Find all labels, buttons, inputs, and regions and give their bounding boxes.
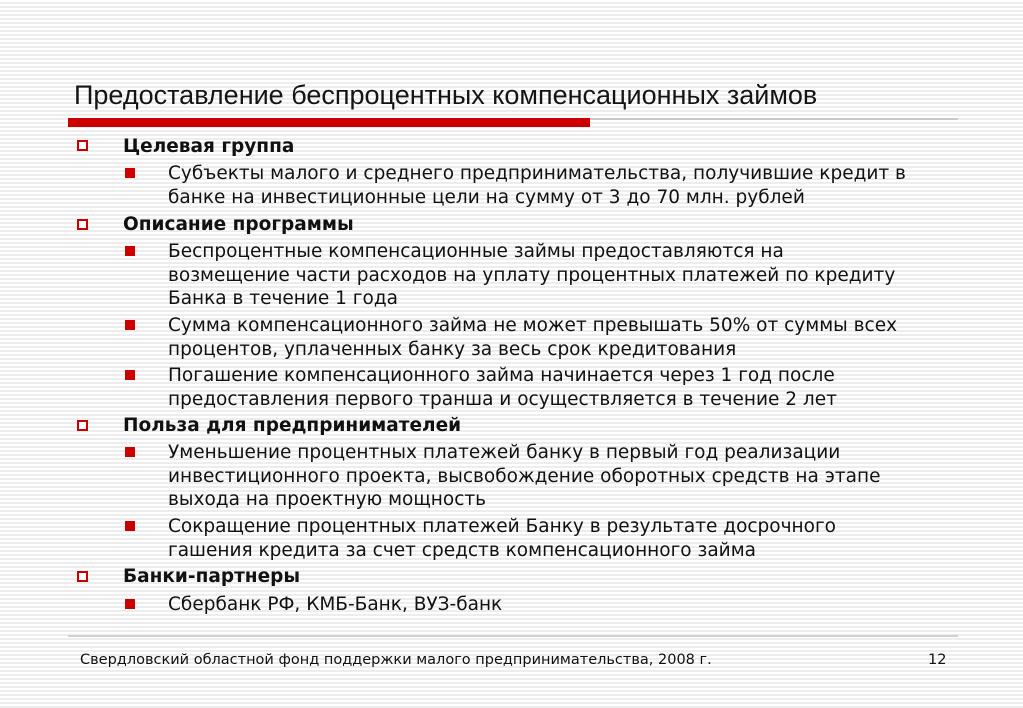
bullet-line: гашения кредита за счет средств компенсационного займа [168, 539, 756, 561]
filled-square-bullet-icon [125, 521, 135, 531]
title-divider-line [590, 118, 958, 120]
hollow-square-bullet-icon [77, 571, 88, 582]
section-heading: Целевая группа [123, 136, 295, 157]
bullet-line: Банка в течение 1 года [168, 288, 398, 309]
footer-text: Свердловский областной фонд поддержки малого предпринимательства, 2008 г. [80, 652, 712, 668]
page-number: 12 [928, 652, 947, 668]
bullet-line: выхода на проектную мощность [168, 489, 487, 510]
hollow-square-bullet-icon [77, 140, 88, 151]
bullet-line: возмещение части расходов на уплату процентных платежей по кредиту [168, 264, 896, 286]
bullet-line: Сбербанк РФ, КМБ-Банк, ВУЗ-банк [168, 594, 503, 615]
slide-title: Предоставление беспроцентных компенсационных займов [74, 80, 818, 110]
bullet-item [168, 162, 906, 209]
section-heading: Польза для предпринимателей [123, 415, 462, 436]
bullet-item [168, 441, 880, 512]
bullet-line: предоставления первого транша и осуществляется в течение 2 лет [168, 388, 837, 410]
bullet-item [168, 364, 837, 411]
section-heading: Описание программы [123, 214, 354, 235]
filled-square-bullet-icon [125, 599, 135, 609]
filled-square-bullet-icon [125, 320, 135, 330]
bullet-line: банке на инвестиционные цели на сумму от 3 до 70 млн. рублей [168, 186, 805, 208]
bullet-line: процентов, уплаченных банку за весь срок кредитования [168, 338, 737, 360]
filled-square-bullet-icon [125, 447, 135, 457]
bullet-item [168, 314, 897, 361]
bullet-item [168, 593, 502, 617]
filled-square-bullet-icon [125, 168, 135, 178]
hollow-square-bullet-icon [77, 420, 88, 431]
section-heading: Банки-партнеры [123, 566, 301, 587]
bullet-line: Сокращение процентных платежей Банку в результате досрочного [168, 516, 837, 537]
bullet-item [168, 515, 836, 562]
title-accent-bar [68, 118, 590, 127]
footer-divider-line [68, 635, 958, 637]
bullet-line: Субъекты малого и среднего предпринимательства, получившие кредит в [168, 163, 906, 184]
hollow-square-bullet-icon [77, 219, 88, 230]
filled-square-bullet-icon [125, 246, 135, 256]
bullet-item [168, 240, 895, 311]
bullet-line: Сумма компенсационного займа не может превышать 50% от суммы всех [168, 315, 898, 336]
bullet-line: Беспроцентные компенсационные займы предоставляются на [168, 241, 784, 262]
filled-square-bullet-icon [125, 370, 135, 380]
bullet-line: инвестиционного проекта, высвобождение оборотных средств на этапе [168, 465, 881, 487]
bullet-line: Погашение компенсационного займа начинается через 1 год после [168, 365, 835, 386]
bullet-line: Уменьшение процентных платежей банку в первый год реализации [168, 442, 841, 463]
